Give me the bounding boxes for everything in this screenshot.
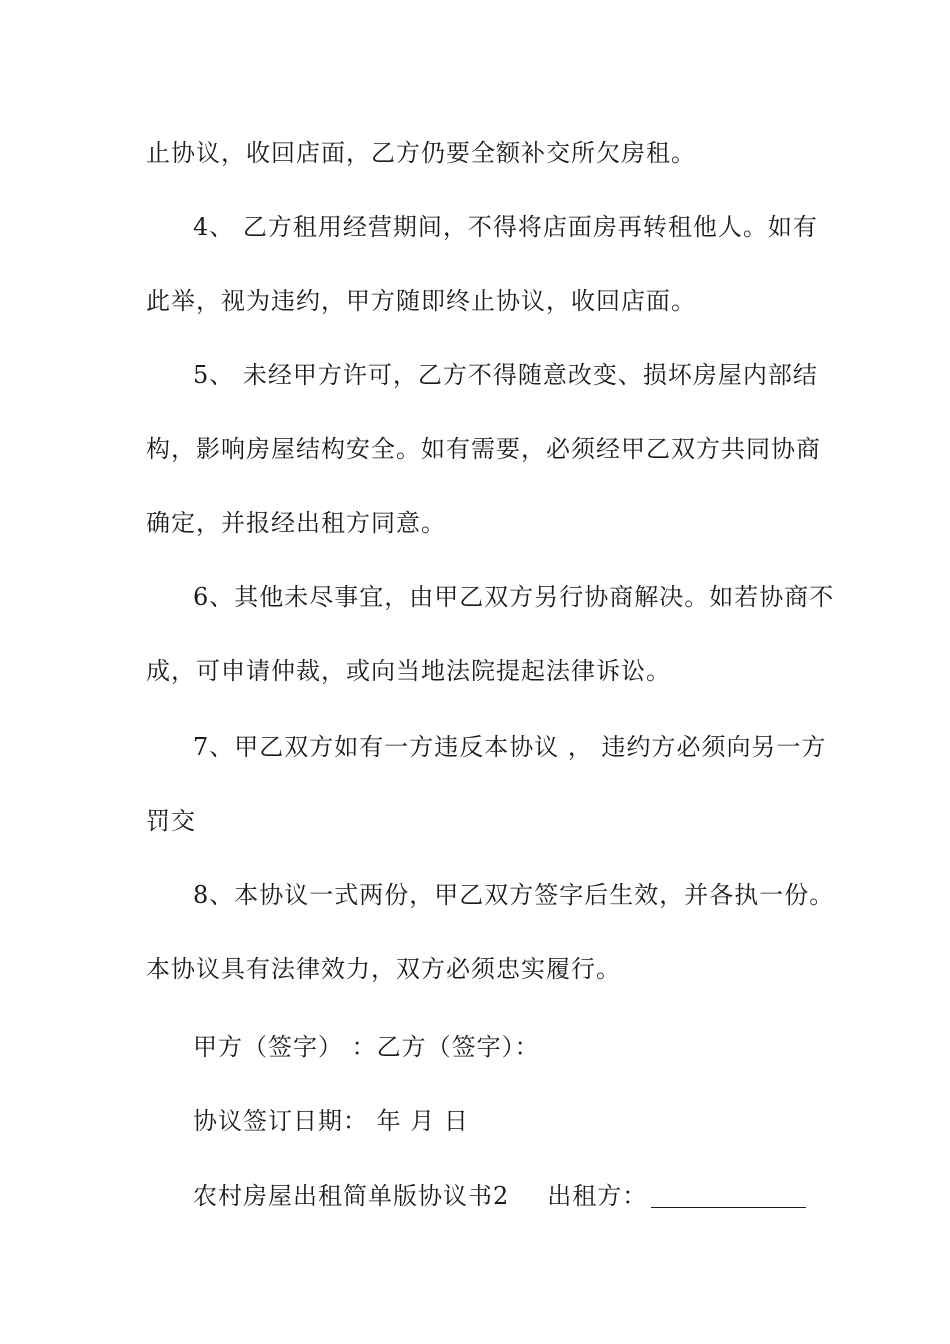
- clause-4-line-1: 4、 乙方租用经营期间，不得将店面房再转租他人。如有: [193, 213, 818, 241]
- next-agreement-title-line: [193, 1180, 873, 1212]
- lessor-label: 出租方：: [547, 1182, 648, 1210]
- clause-7-line-1: 7、甲乙双方如有一方违反本协议 ， 违约方必须向另一方: [193, 733, 827, 761]
- clause-4-line-2: 此举，视为违约，甲方随即终止协议，收回店面。: [146, 287, 696, 315]
- signature-line: 甲方（签字） ：乙方（签字）：: [193, 1033, 540, 1061]
- clause-5-line-1: 5、 未经甲方许可，乙方不得随意改变、损坏房屋内部结: [193, 361, 818, 389]
- signing-date-line: 协议签订日期： 年 月 日: [193, 1107, 469, 1135]
- clause-5-line-2: 构，影响房屋结构安全。如有需要，必须经甲乙双方共同协商: [146, 435, 821, 463]
- clause-5-line-3: 确定，并报经出租方同意。: [146, 509, 446, 537]
- clause-8-line-2: 本协议具有法律效力，双方必须忠实履行。: [146, 955, 621, 983]
- agreement-title: 农村房屋出租简单版协议书2: [193, 1182, 510, 1210]
- clause-6-line-2: 成，可申请仲裁，或向当地法院提起法律诉讼。: [146, 657, 671, 685]
- clause-8-line-1: 8、本协议一式两份，甲乙双方签字后生效，并各执一份。: [193, 881, 835, 909]
- clause-7-line-2: 罚交: [146, 807, 196, 835]
- paragraph-line-1: 止协议，收回店面，乙方仍要全额补交所欠房租。: [146, 139, 696, 167]
- clause-6-line-1: 6、其他未尽事宜，由甲乙双方另行协商解决。如若协商不: [193, 583, 835, 611]
- lessor-blank-field: [651, 1183, 806, 1208]
